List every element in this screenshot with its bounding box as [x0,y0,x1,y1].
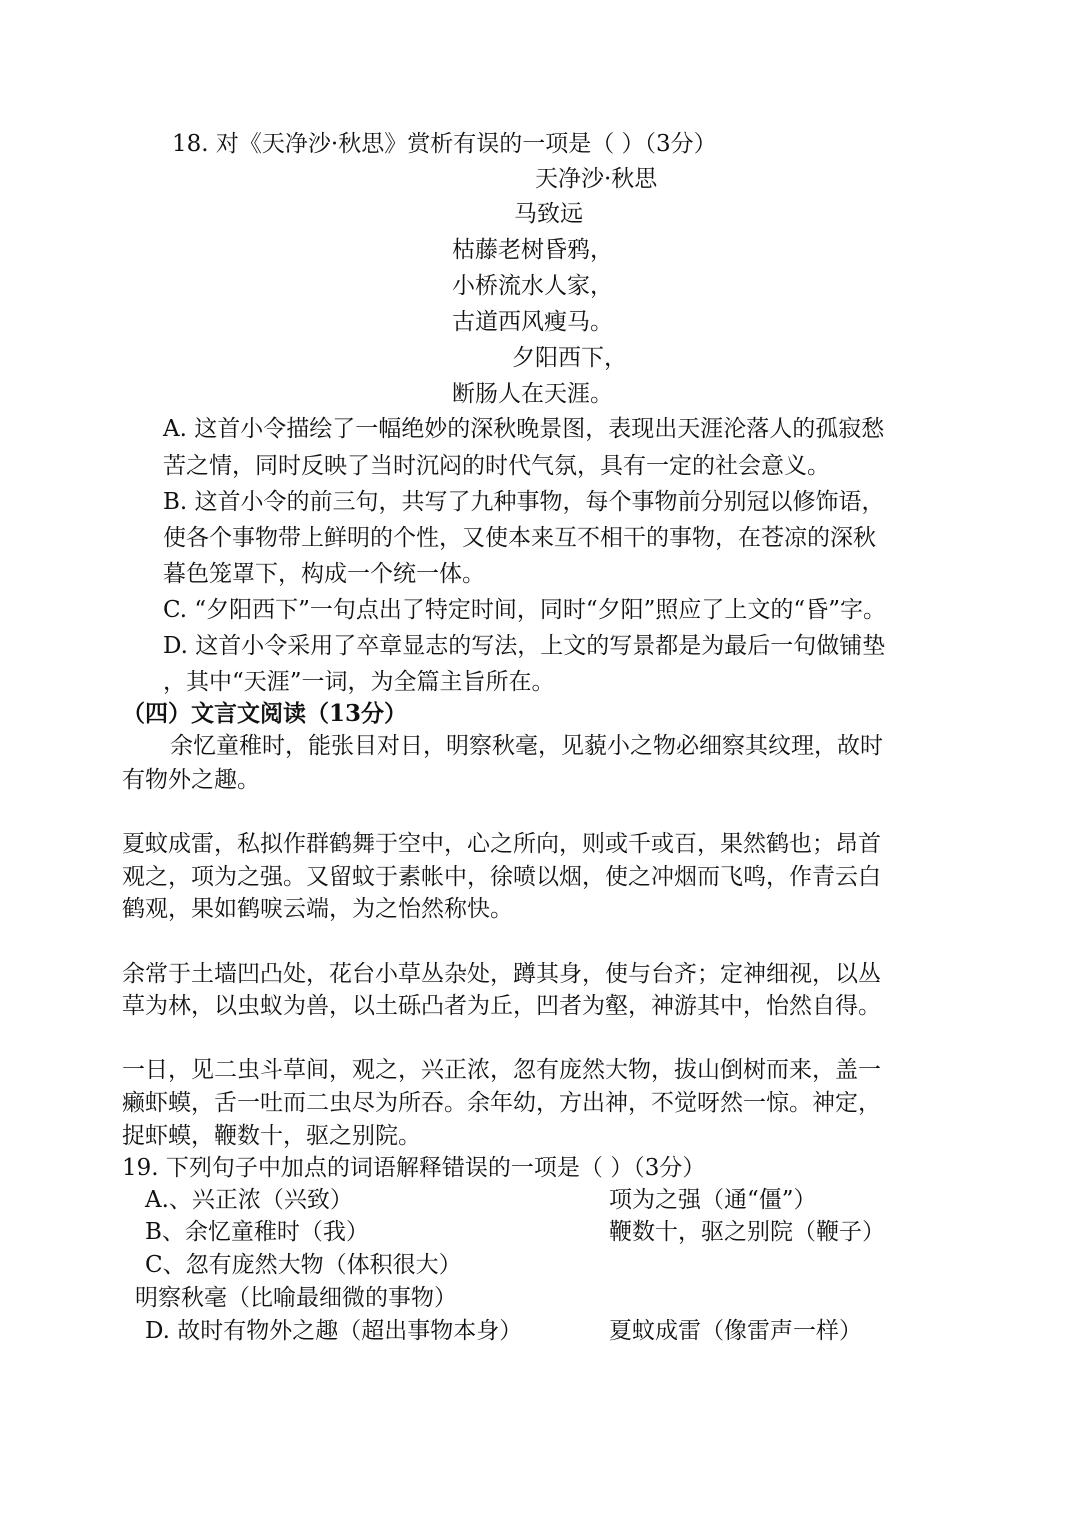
q19-option-c-left: C、忽有庞然大物（体积很大） [145,1252,462,1278]
q19-option-d-left: D. 故时有物外之趣（超出事物本身） [145,1318,523,1344]
passage-p2-line-2: 观之，项为之强。又留蚊于素帐中，徐喷以烟，使之冲烟而飞鸣，作青云白 [122,864,881,890]
q19-option-a-left: A.、兴正浓（兴致） [145,1187,353,1213]
passage-p1-line-1: 余忆童稚时，能张目对日，明察秋毫，见藐小之物必细察其纹理，故时 [170,733,883,759]
q18-option-a-line-1: A. 这首小令描绘了一幅绝妙的深秋晚景图，表现出天涯沦落人的孤寂愁 [163,416,885,442]
poem-title: 天净沙·秋思 [535,166,658,192]
q18-option-b-line-3: 暮色笼罩下，构成一个统一体。 [163,561,485,587]
question-19-stem: 19. 下列句子中加点的词语解释错误的一项是（ ）（3分） [122,1155,706,1181]
q18-option-c-line-1: C. “夕阳西下”一句点出了特定时间，同时“夕阳”照应了上文的“昏”字。 [163,597,886,623]
q18-option-b-line-2: 使各个事物带上鲜明的个性，又使本来互不相干的事物，在苍凉的深秋 [163,525,876,551]
poem-line-3: 古道西风瘦马。 [452,309,613,335]
q18-option-d-line-2: ，其中“天涯”一词，为全篇主旨所在。 [163,669,555,695]
passage-p2-line-1: 夏蚊成雷，私拟作群鹤舞于空中，心之所向，则或千或百，果然鹤也；昂首 [122,831,881,857]
q19-option-a-right: 项为之强（通“僵”） [609,1187,817,1213]
passage-p2-line-3: 鹤观，果如鹤唳云端，为之怡然称快。 [122,896,513,922]
section-4-heading: （四）文言文阅读（13分） [122,700,408,727]
question-18-stem: 18. 对《天净沙·秋思》赏析有误的一项是（ ）（3分） [172,131,717,157]
passage-p3-line-1: 余常于土墙凹凸处，花台小草丛杂处，蹲其身，使与台齐；定神细视，以丛 [122,961,881,987]
q19-option-d-right: 夏蚊成雷（像雷声一样） [609,1318,862,1344]
passage-p1-line-2: 有物外之趣。 [122,767,260,793]
poem-author: 马致远 [514,201,583,227]
q19-option-b-left: B、余忆童稚时（我） [145,1219,369,1245]
passage-p3-line-2: 草为林，以虫蚁为兽，以土砾凸者为丘，凹者为壑，神游其中，怡然自得。 [122,993,881,1019]
poem-line-5: 断肠人在天涯。 [452,381,613,407]
passage-p4-line-1: 一日，见二虫斗草间，观之，兴正浓，忽有庞然大物，拔山倒树而来，盖一 [122,1057,881,1083]
poem-line-2: 小桥流水人家， [452,273,613,299]
q19-option-b-right: 鞭数十，驱之别院（鞭子） [609,1219,885,1245]
passage-p4-line-3: 捉虾蟆，鞭数十，驱之别院。 [122,1123,421,1149]
q18-option-a-line-2: 苦之情，同时反映了当时沉闷的时代气氛，具有一定的社会意义。 [163,453,830,479]
poem-line-1: 枯藤老树昏鸦， [452,237,613,263]
q19-option-c-extra: 明察秋毫（比喻最细微的事物） [135,1285,457,1311]
q18-option-d-line-1: D. 这首小令采用了卒章显志的写法，上文的写景都是为最后一句做铺垫 [163,633,886,659]
q18-option-b-line-1: B. 这首小令的前三句，共写了九种事物，每个事物前分别冠以修饰语， [163,489,885,515]
poem-line-4: 夕阳西下， [512,345,627,371]
passage-p4-line-2: 癞虾蟆，舌一吐而二虫尽为所吞。余年幼，方出神，不觉呀然一惊。神定， [122,1090,881,1116]
